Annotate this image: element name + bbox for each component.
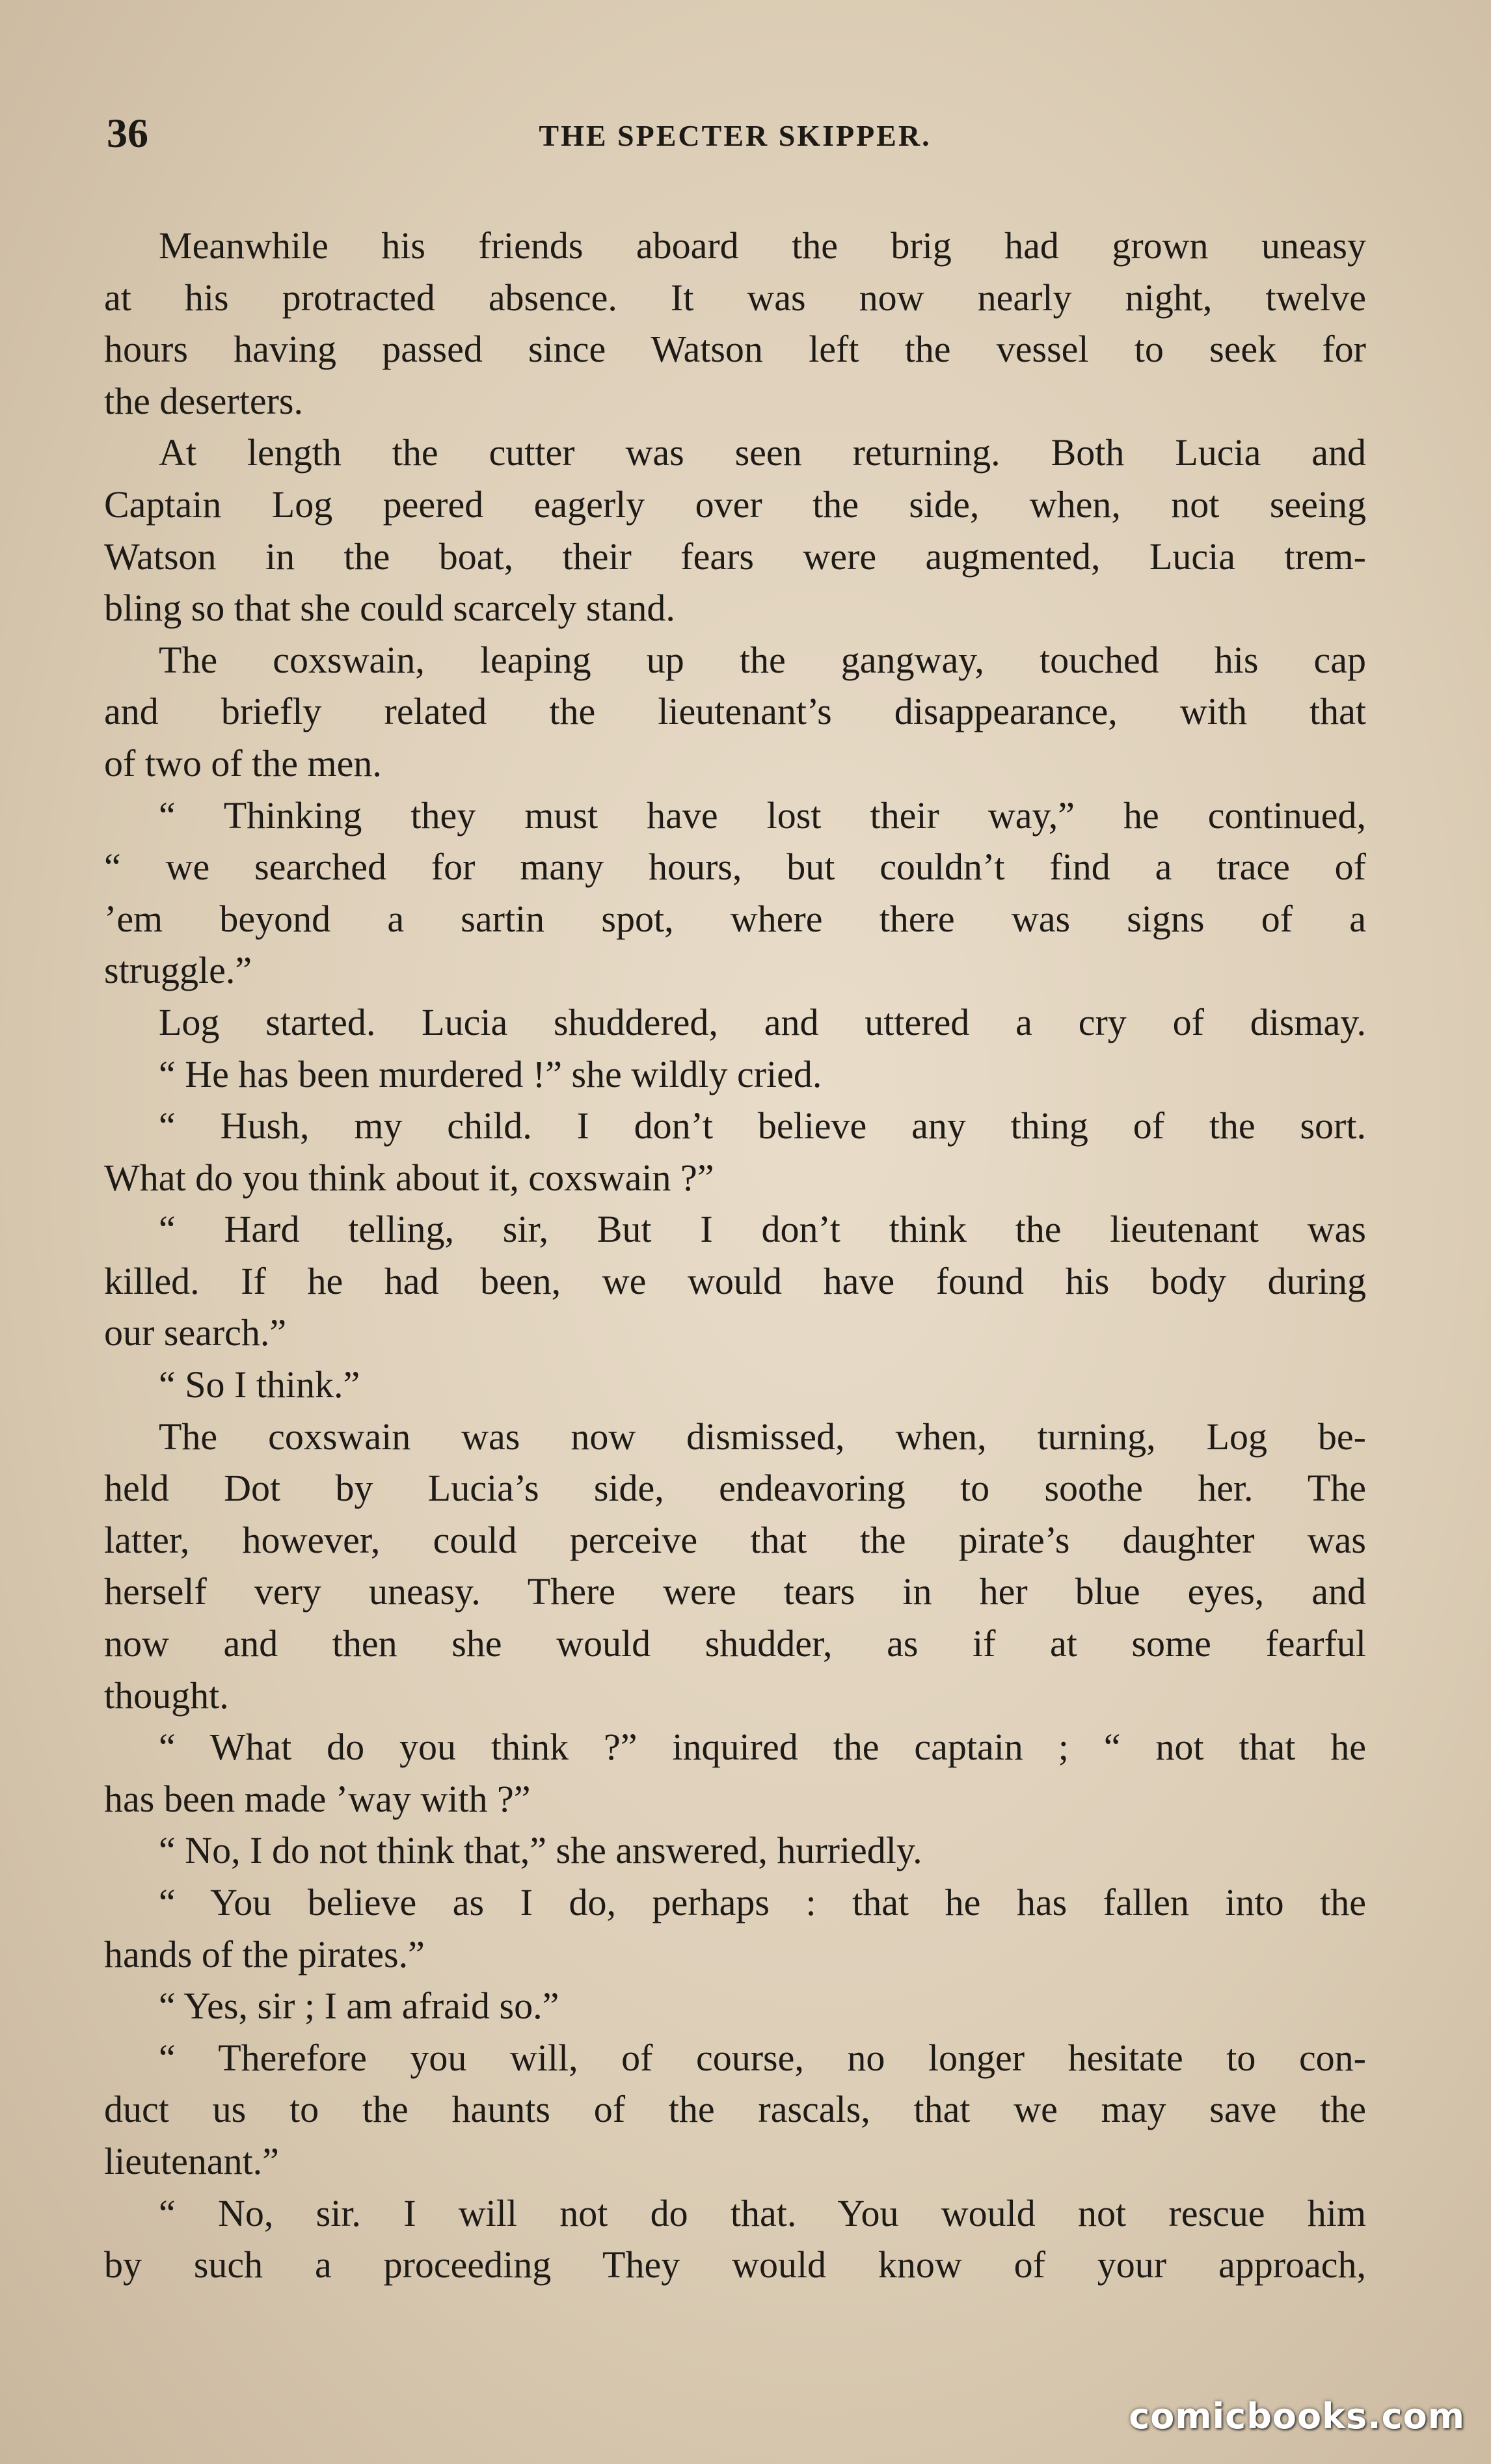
text-line: “ No, I do not think that,” she answered, hurriedly. [159, 1829, 922, 1872]
text-line: At length the cutter was seen returning. Both Lucia and [159, 431, 1366, 474]
text-line: Meanwhile his friends aboard the brig had grown uneasy [159, 224, 1366, 267]
text-line: Log started. Lucia shuddered, and uttered a cry of dismay. [159, 1000, 1366, 1043]
text-line: hands of the pirates.” [104, 1933, 425, 1975]
text-line: “ You believe as I do, perhaps : that he has fallen into the [159, 1881, 1366, 1923]
text-line: ’em beyond a sartin spot, where there was signs of a [104, 897, 1366, 940]
text-line: The coxswain, leaping up the gangway, touched his cap [159, 638, 1366, 681]
text-line: “ Therefore you will, of course, no longer hesitate to con- [159, 2036, 1366, 2079]
text-line: The coxswain was now dismissed, when, turning, Log be- [159, 1415, 1366, 1458]
body-text [104, 220, 1366, 2291]
text-line: “ Yes, sir ; I am afraid so.” [159, 1985, 559, 2028]
text-line: now and then she would shudder, as if at some fearful [104, 1622, 1366, 1665]
text-line: “ Thinking they must have lost their way,” he continued, [159, 794, 1366, 837]
text-line: and briefly related the lieutenant’s disappearance, with that [104, 690, 1366, 733]
page-number: 36 [107, 110, 148, 156]
text-line: “ He has been murdered !” she wildly cried. [159, 1052, 822, 1095]
text-line: “ Hush, my child. I don’t believe any thing of the sort. [159, 1105, 1366, 1147]
text-line: “ So I think.” [159, 1363, 360, 1406]
text-line: “ What do you think ?” inquired the captain ; “ not that he [159, 1726, 1366, 1769]
text-line: of two of the men. [104, 742, 382, 784]
text-line: herself very uneasy. There were tears in her blue eyes, and [104, 1570, 1366, 1613]
text-line: “ Hard telling, sir, But I don’t think the lieutenant was [159, 1208, 1366, 1251]
text-line: at his protracted absence. It was now nearly night, twelve [104, 276, 1366, 319]
text-line: lieutenant.” [104, 2139, 279, 2182]
text-line: “ we searched for many hours, but couldn’t find a trace of [104, 846, 1366, 889]
watermark: comicbooks.com [1129, 2396, 1465, 2437]
text-line: bling so that she could scarcely stand. [104, 587, 675, 630]
text-line: Captain Log peered eagerly over the side, when, not seeing [104, 483, 1366, 526]
text-line: What do you think about it, coxswain ?” [104, 1156, 714, 1199]
text-line: our search.” [104, 1311, 287, 1354]
text-line: by such a proceeding They would know of your approach, [104, 2243, 1366, 2286]
text-line: held Dot by Lucia’s side, endeavoring to soothe her. The [104, 1467, 1366, 1510]
text-line: latter, however, could perceive that the pirate’s daughter was [104, 1518, 1366, 1561]
text-line: “ No, sir. I will not do that. You would not rescue him [159, 2191, 1366, 2234]
text-line: killed. If he had been, we would have found his body during [104, 1259, 1366, 1302]
page-header [104, 109, 1366, 168]
text-line: thought. [104, 1674, 229, 1717]
text-line: duct us to the haunts of the rascals, that we may save the [104, 2088, 1366, 2131]
text-line: the deserters. [104, 379, 303, 422]
text-line: Watson in the boat, their fears were augmented, Lucia trem- [104, 535, 1366, 578]
text-line: has been made ’way with ?” [104, 1777, 531, 1820]
text-line: hours having passed since Watson left the vessel to seek for [104, 328, 1366, 371]
running-head: THE SPECTER SKIPPER. [539, 119, 932, 152]
text-line: struggle.” [104, 949, 252, 992]
